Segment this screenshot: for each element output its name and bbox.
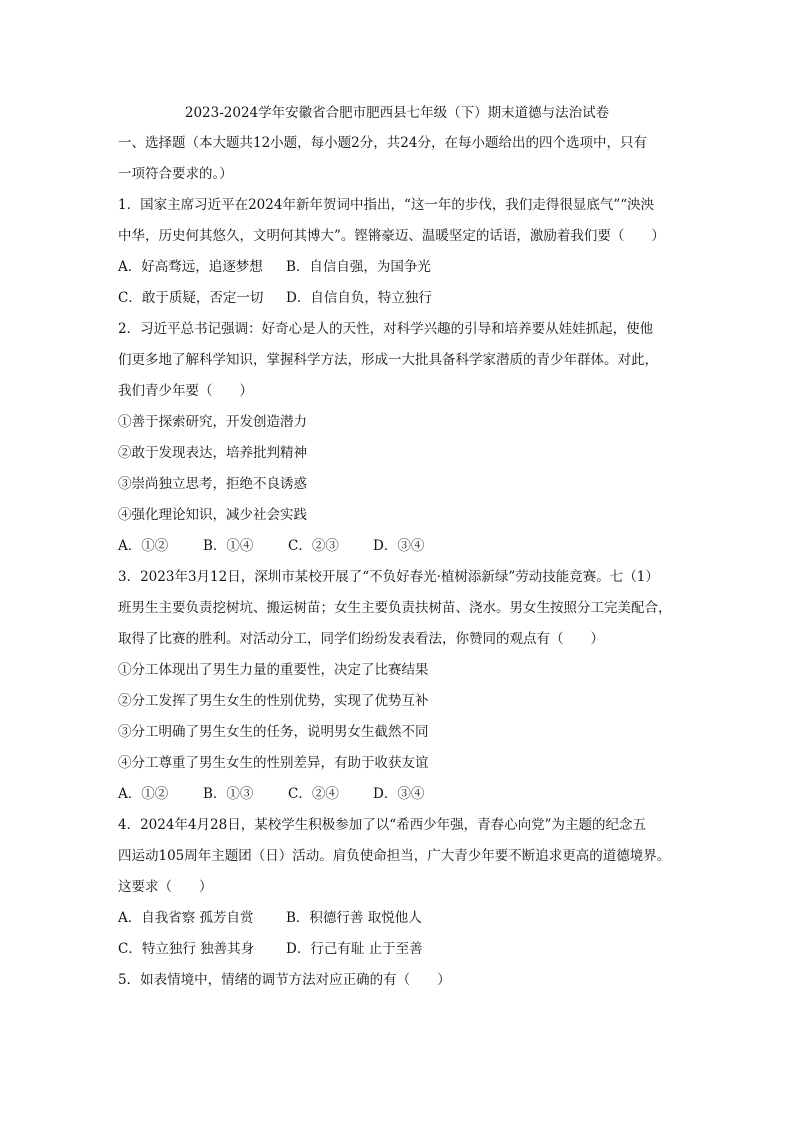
q1-option-b: B．自信自强，为国争光 [286, 259, 431, 275]
section-heading-line-1: 一、选择题（本大题共12小题，每小题2分，共24分，在每小题给出的四个选项中，只有 [118, 135, 647, 151]
q2-statement-2: ②敢于发现表达，培养批判精神 [118, 445, 307, 461]
q2-option-b: B．①④ [203, 538, 254, 554]
q3-statement-2: ②分工发挥了男生女生的性别优势，实现了优势互补 [118, 693, 429, 709]
q4-stem-line-3: 这要求（ ） [118, 879, 213, 895]
q1-stem-line-1: 1．国家主席习近平在2024年新年贺词中指出，“这一年的步伐，我们走得很显底气”“泱泱 [118, 197, 655, 213]
q2-options-row [118, 536, 684, 556]
q3-statement-4: ④分工尊重了男生女生的性别差异，有助于收获友谊 [118, 755, 429, 771]
q4-option-b: B．积德行善 取悦他人 [286, 910, 422, 926]
q3-stem-line-3: 取得了比赛的胜利。对活动分工，同学们纷纷发表看法，你赞同的观点有（ ） [118, 631, 604, 647]
q3-option-c: C．②④ [288, 786, 339, 802]
q2-stem-line-1: 2．习近平总书记强调：好奇心是人的天性，对科学兴趣的引导和培养要从娃娃抓起，使他 [118, 321, 654, 337]
q2-statement-1: ①善于探索研究，开发创造潜力 [118, 414, 307, 430]
q2-option-a: A．①② [118, 538, 169, 554]
q3-option-a: A．①② [118, 786, 169, 802]
q2-option-c: C．②③ [288, 538, 339, 554]
q4-stem-line-2: 四运动105周年主题团（日）活动。肩负使命担当，广大青少年要不断追求更高的道德境界。 [118, 848, 671, 864]
q2-statement-4: ④强化理论知识，减少社会实践 [118, 507, 307, 523]
q1-option-c: C．敢于质疑，否定一切 [118, 290, 264, 306]
q2-stem-line-3: 我们青少年要（ ） [118, 383, 253, 399]
q4-option-d: D．行己有耻 止于至善 [286, 941, 423, 957]
q4-option-a: A．自我省察 孤芳自赏 [118, 910, 254, 926]
q4-options-row-1 [118, 908, 684, 928]
q3-options-row [118, 784, 684, 804]
q5-stem-line-1: 5．如表情境中，情绪的调节方法对应正确的有（ ） [118, 972, 451, 988]
q3-statement-3: ③分工明确了男生女生的任务，说明男女生截然不同 [118, 724, 429, 740]
q1-options-row-1 [118, 257, 684, 277]
q2-option-d: D．③④ [373, 538, 425, 554]
q1-options-row-2 [118, 288, 684, 308]
q1-stem-line-2: 中华，历史何其悠久，文明何其博大”。铿锵豪迈、温暖坚定的话语，激励着我们要（ ） [118, 228, 665, 244]
q3-option-d: D．③④ [373, 786, 425, 802]
q2-statement-3: ③崇尚独立思考，拒绝不良诱惑 [118, 476, 307, 492]
exam-title: 2023-2024学年安徽省合肥市肥西县七年级（下）期末道德与法治试卷 [184, 105, 610, 121]
q1-option-d: D．自信自负，特立独行 [286, 290, 432, 306]
q1-option-a: A．好高骛远，追逐梦想 [118, 259, 263, 275]
q4-options-row-2 [118, 939, 684, 959]
q3-option-b: B．①③ [203, 786, 254, 802]
q4-option-c: C．特立独行 独善其身 [118, 941, 255, 957]
q3-stem-line-1: 3．2023年3月12日，深圳市某校开展了“不负好春光·植树添新绿”劳动技能竞赛。七（1） [118, 569, 659, 585]
q3-stem-line-2: 班男生主要负责挖树坑、搬运树苗；女生主要负责扶树苗、浇水。男女生按照分工完美配合， [118, 600, 672, 616]
q4-stem-line-1: 4．2024年4月28日，某校学生积极参加了以“希西少年强，青春心向党”为主题的纪念五 [118, 817, 647, 833]
q2-stem-line-2: 们更多地了解科学知识，掌握科学方法，形成一大批具备科学家潜质的青少年群体。对此， [118, 352, 658, 368]
q3-statement-1: ①分工体现出了男生力量的重要性，决定了比赛结果 [118, 662, 429, 678]
section-heading-line-2: 一项符合要求的。） [118, 166, 233, 182]
